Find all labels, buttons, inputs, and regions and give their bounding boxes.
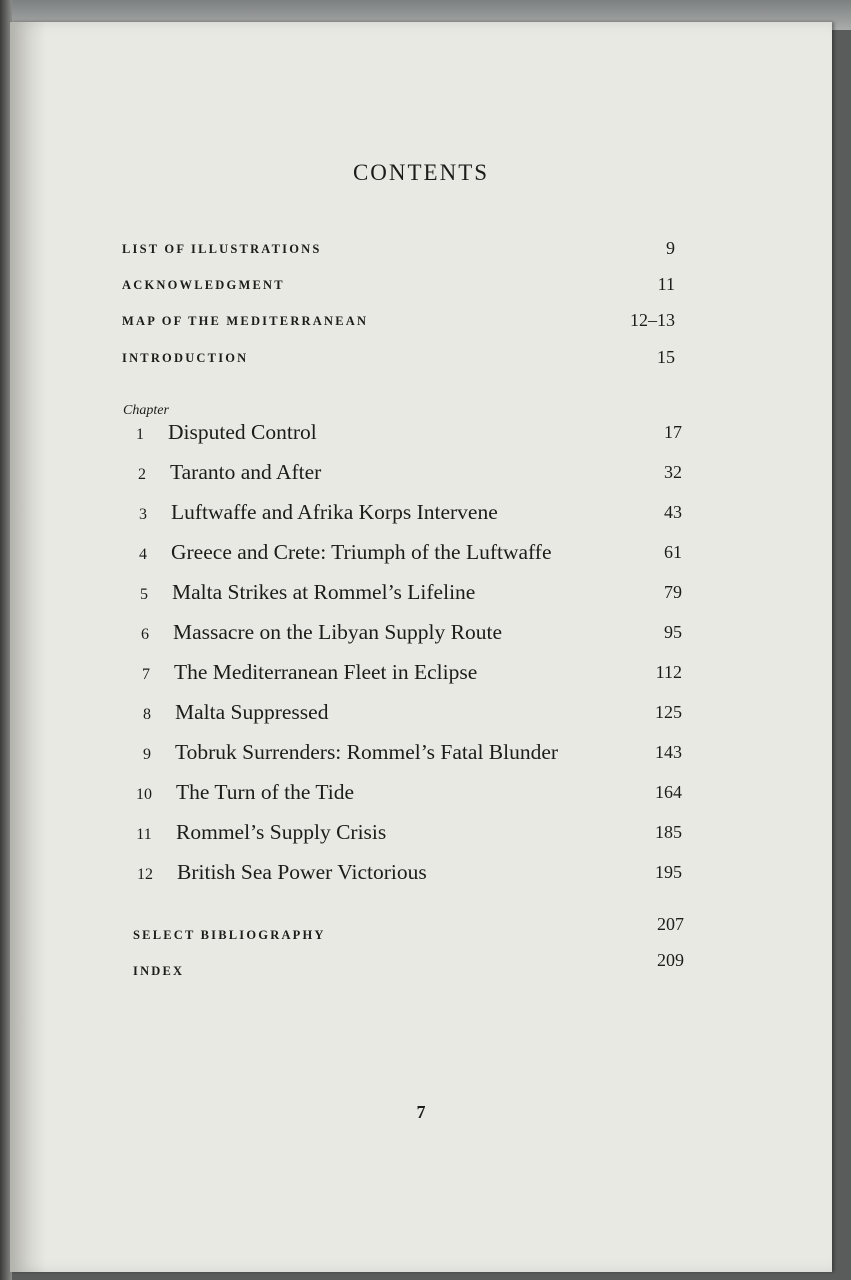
toc-entry-label: ACKNOWLEDGMENT [122,278,285,292]
chapter-number: 2 [138,466,146,483]
chapter-page: 195 [655,862,682,882]
chapter-entry [10,700,832,730]
toc-entry-label: INTRODUCTION [122,351,249,365]
chapter-entry [10,620,832,650]
chapter-page: 43 [664,502,682,522]
chapter-number: 1 [136,426,144,443]
chapter-page: 125 [655,702,682,722]
chapter-page: 79 [664,582,682,602]
chapter-title: Malta Strikes at Rommel’s Lifeline [172,580,476,604]
chapter-page: 61 [664,542,682,562]
chapter-entry [10,420,832,450]
chapter-title: Luftwaffe and Afrika Korps Intervene [171,500,498,524]
chapter-entry [10,460,832,490]
toc-entry-page: 9 [666,238,675,258]
chapter-title: Massacre on the Libyan Supply Route [173,620,503,644]
chapter-page: 185 [655,822,682,842]
chapter-entry [10,820,832,850]
toc-entry-page: 12–13 [630,310,675,330]
chapter-number: 5 [140,586,148,603]
page-title: CONTENTS [352,160,490,185]
toc-entry-map [10,310,832,344]
chapter-number: 6 [141,626,149,643]
toc-entry-introduction [10,347,832,381]
chapter-number: 12 [137,866,153,883]
chapter-title: Malta Suppressed [175,700,329,724]
toc-entry-page: 207 [657,914,684,934]
chapter-page: 32 [664,462,682,482]
chapter-number: 11 [136,826,152,843]
toc-entry-page: 11 [657,274,675,294]
chapter-entry [10,780,832,810]
toc-entry-index: INDEX [133,964,185,978]
toc-entry-page: 209 [657,950,684,970]
chapter-entry [10,580,832,610]
chapter-number: 10 [136,786,152,803]
chapter-entry [10,860,832,890]
chapter-entry [10,540,832,570]
chapter-page: 143 [655,742,682,762]
chapter-title: The Mediterranean Fleet in Eclipse [174,660,478,684]
toc-entry-label: MAP OF THE MEDITERRANEAN [122,314,369,328]
chapter-title: Taranto and After [170,460,322,484]
chapter-number: 3 [139,506,147,523]
chapter-title: Tobruk Surrenders: Rommel’s Fatal Blunder [175,740,559,764]
toc-entry-page: 15 [657,347,675,367]
chapter-page: 17 [664,422,682,442]
chapter-title: The Turn of the Tide [176,780,355,804]
chapter-heading: Chapter [123,403,169,418]
chapter-number: 9 [143,746,151,763]
toc-entry-label: LIST OF ILLUSTRATIONS [122,242,322,256]
chapter-number: 8 [143,706,151,723]
chapter-entry [10,500,832,530]
chapter-title: Disputed Control [168,420,317,444]
chapter-title: Greece and Crete: Triumph of the Luftwaffe [171,540,552,564]
chapter-number: 7 [142,666,150,683]
chapter-number: 4 [139,546,147,563]
toc-entry-list-of-illustrations [10,238,832,272]
chapter-page: 95 [664,622,682,642]
page-number: 7 [416,1102,426,1122]
chapter-title: British Sea Power Victorious [177,860,427,884]
chapter-page: 164 [655,782,682,802]
chapter-entry [10,740,832,770]
book-page [10,22,832,1272]
chapter-title: Rommel’s Supply Crisis [176,820,387,844]
toc-entry-bibliography: SELECT BIBLIOGRAPHY [133,928,326,942]
toc-entry-acknowledgment [10,274,832,308]
chapter-entry [10,660,832,690]
chapter-page: 112 [655,662,682,682]
